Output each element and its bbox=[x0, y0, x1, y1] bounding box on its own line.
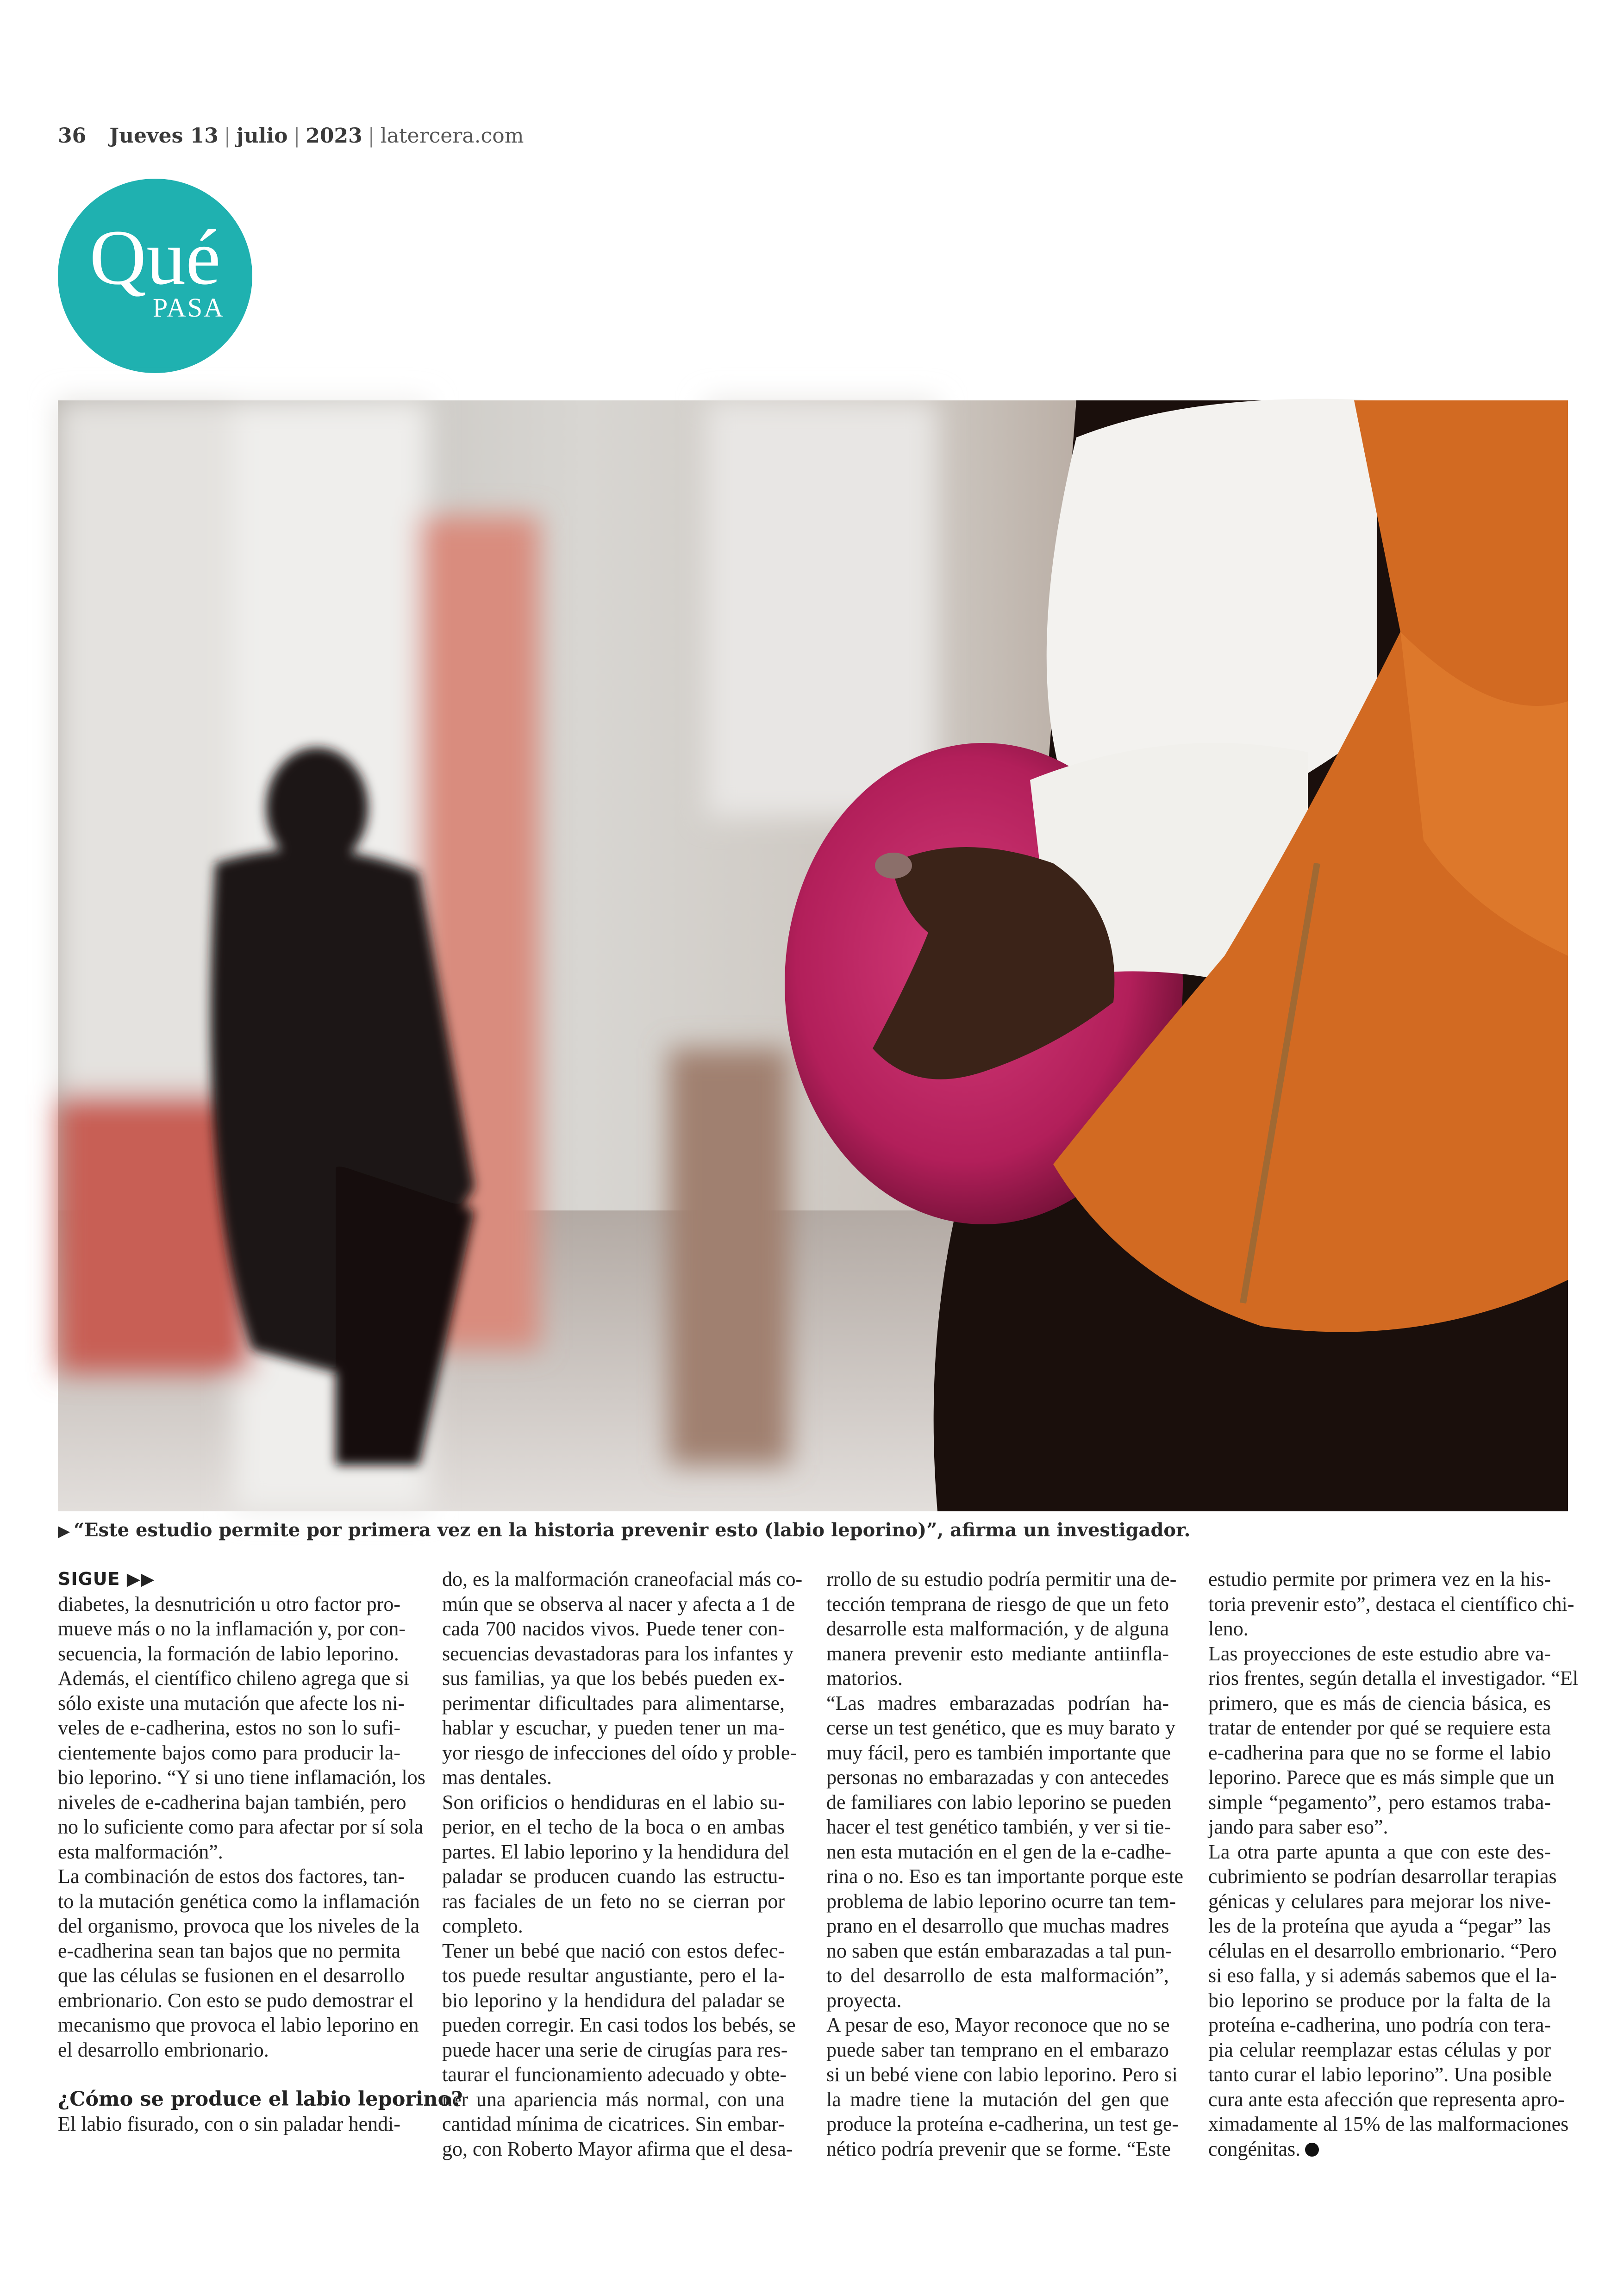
text-line: “Las madres embarazadas podrían ha- bbox=[826, 1691, 1169, 1715]
text-line: bio leporino. “Y si uno tiene inflamación, los bbox=[58, 1766, 425, 1789]
text-line: cada 700 nacidos vivos. Puede tener con- bbox=[442, 1617, 785, 1640]
caption-text: “Este estudio permite por primera vez en la historia prevenir esto (labio leporino)”, afirma un investigador. bbox=[74, 1519, 1191, 1541]
text-line: yor riesgo de infecciones del oído y proble- bbox=[442, 1741, 797, 1764]
text-line: tección temprana de riesgo de que un feto bbox=[826, 1592, 1169, 1615]
text-line: manera prevenir esto mediante antiinfla- bbox=[826, 1642, 1169, 1665]
text-line: simple “pegamento”, pero estamos traba- bbox=[1208, 1790, 1551, 1814]
text-line: cerse un test genético, que es muy barato y bbox=[826, 1716, 1175, 1739]
text-line: ras faciales de un feto no se cierran por bbox=[442, 1890, 785, 1913]
text-line: puede saber tan temprano en el embarazo bbox=[826, 2038, 1169, 2061]
text-line: Las proyecciones de este estudio abre va- bbox=[1208, 1642, 1551, 1665]
text-line: esta malformación”. bbox=[58, 1840, 223, 1863]
text-line: si eso falla, y si además sabemos que el la- bbox=[1208, 1964, 1557, 1987]
text-line: matorios. bbox=[826, 1667, 903, 1690]
text-line: diabetes, la desnutrición u otro factor pro- bbox=[58, 1592, 400, 1615]
text-line: tanto curar el labio leporino”. Una posible bbox=[1208, 2063, 1552, 2086]
text-line: A pesar de eso, Mayor reconoce que no se bbox=[826, 2014, 1170, 2036]
article-column-4 bbox=[1208, 1567, 1579, 2161]
folio-separator: | bbox=[368, 124, 375, 148]
text-line: cubrimiento se podrían desarrollar terapias bbox=[1208, 1865, 1557, 1888]
text-line: e-cadherina sean tan bajos que no permita bbox=[58, 1939, 400, 1962]
text-line: jando para saber eso”. bbox=[1208, 1815, 1388, 1838]
text-line: desarrolle esta malformación, y de alguna bbox=[826, 1617, 1169, 1640]
text-line: estudio permite por primera vez en la his- bbox=[1208, 1568, 1551, 1590]
text-line: rina o no. Eso es tan importante porque este bbox=[826, 1865, 1184, 1888]
text-line: génicas y celulares para mejorar los nive- bbox=[1208, 1890, 1551, 1913]
page-number: 36 bbox=[58, 124, 87, 148]
text-line: cientemente bajos como para producir la- bbox=[58, 1741, 400, 1764]
text-line: sus familias, ya que los bebés pueden ex- bbox=[442, 1667, 785, 1690]
text-line: nético podría prevenir que se forme. “Este bbox=[826, 2137, 1171, 2160]
text-line: si un bebé viene con labio leporino. Pero si bbox=[826, 2063, 1178, 2086]
subheading: ¿Cómo se produce el labio leporino? bbox=[58, 2087, 463, 2111]
text-line: congénitas. bbox=[1208, 2137, 1301, 2160]
text-line: cura ante esta afección que representa apro- bbox=[1208, 2088, 1565, 2111]
text-line: taurar el funcionamiento adecuado y obte- bbox=[442, 2063, 787, 2086]
text-line: la madre tiene la mutación del gen que bbox=[826, 2088, 1169, 2111]
text-line: rios frentes, según detalla el investigador. “El bbox=[1208, 1667, 1579, 1690]
text-line: go, con Roberto Mayor afirma que el desa- bbox=[442, 2137, 793, 2160]
text-line: cantidad mínima de cicatrices. Sin embar- bbox=[442, 2113, 785, 2135]
text-line: paladar se producen cuando las estructu- bbox=[442, 1865, 785, 1888]
text-line: to la mutación genética como la inflamación bbox=[58, 1890, 420, 1913]
end-mark-icon bbox=[1305, 2143, 1319, 2157]
text-line: les de la proteína que ayuda a “pegar” las bbox=[1208, 1915, 1551, 1937]
text-line: no saben que están embarazadas a tal pun- bbox=[826, 1939, 1172, 1962]
page-folio bbox=[58, 124, 524, 148]
text-line: hablar y escuchar, y pueden tener un ma- bbox=[442, 1716, 785, 1739]
caption-arrow-icon: ▶ bbox=[58, 1522, 70, 1540]
folio-separator: | bbox=[293, 124, 300, 148]
column-3-text bbox=[826, 1567, 1184, 2161]
text-line: to del desarrollo de esta malformación”, bbox=[826, 1964, 1169, 1987]
photo-illustration bbox=[58, 400, 1568, 1511]
folio-day: Jueves 13 bbox=[109, 124, 219, 148]
text-line: perior, en el techo de la boca o en ambas bbox=[442, 1815, 785, 1838]
text-line: muy fácil, pero es también importante que bbox=[826, 1741, 1171, 1764]
text-line: proteína e-cadherina, uno podría con tera- bbox=[1208, 2014, 1551, 2036]
text-line: primero, que es más de ciencia básica, es bbox=[1208, 1691, 1551, 1715]
logo-word-pasa: PASA bbox=[153, 293, 225, 323]
column-2-text bbox=[442, 1567, 803, 2161]
text-line: que las células se fusionen en el desarrollo bbox=[58, 1964, 405, 1987]
article-column-2 bbox=[442, 1567, 803, 2161]
text-line: proyecta. bbox=[826, 1989, 902, 2012]
text-line: de familiares con labio leporino se pueden bbox=[826, 1790, 1172, 1814]
text-line: bio leporino y la hendidura del paladar se bbox=[442, 1989, 785, 2012]
folio-year: 2023 bbox=[306, 124, 362, 148]
text-line: produce la proteína e-cadherina, un test ge- bbox=[826, 2113, 1179, 2135]
text-line: La combinación de estos dos factores, tan- bbox=[58, 1865, 405, 1888]
photo-pregnant-woman bbox=[58, 400, 1568, 1511]
text-line: leno. bbox=[1208, 1617, 1249, 1640]
column-1-text bbox=[58, 1592, 425, 2063]
article-column-1 bbox=[58, 1567, 463, 2137]
text-line: el desarrollo embrionario. bbox=[58, 2038, 269, 2061]
text-line: pueden corregir. En casi todos los bebés, se bbox=[442, 2014, 796, 2036]
text-line: rrollo de su estudio podría permitir una de- bbox=[826, 1568, 1177, 1590]
photo-caption bbox=[58, 1519, 1568, 1541]
text-line: bio leporino se produce por la falta de la bbox=[1208, 1989, 1551, 2012]
sigue-label: SIGUE ▶▶ bbox=[58, 1569, 155, 1589]
folio-month: julio bbox=[236, 124, 288, 148]
column-1-last-line: El labio fisurado, con o sin paladar hendi- bbox=[58, 2113, 400, 2135]
text-line: células en el desarrollo embrionario. “Pero bbox=[1208, 1939, 1557, 1962]
text-line: secuencias devastadoras para los infantes y bbox=[442, 1642, 793, 1665]
text-line: completo. bbox=[442, 1915, 523, 1937]
que-pasa-logo bbox=[58, 179, 252, 373]
folio-site: latercera.com bbox=[380, 124, 524, 148]
paragraph-gap bbox=[58, 2062, 400, 2087]
text-line: ximadamente al 15% de las malformaciones bbox=[1208, 2113, 1569, 2135]
text-line: Son orificios o hendiduras en el labio su- bbox=[442, 1790, 785, 1814]
text-line: Además, el científico chileno agrega que si bbox=[58, 1667, 409, 1690]
text-line: embrionario. Con esto se pudo demostrar el bbox=[58, 1989, 414, 2012]
text-line: toria prevenir esto”, destaca el científico chi- bbox=[1208, 1592, 1574, 1615]
text-line: mueve más o no la inflamación y, por con- bbox=[58, 1617, 406, 1640]
text-line: hacer el test genético también, y ver si tie- bbox=[826, 1815, 1171, 1838]
text-line: puede hacer una serie de cirugías para res- bbox=[442, 2038, 788, 2061]
text-line: tratar de entender por qué se requiere esta bbox=[1208, 1716, 1551, 1739]
text-line: mún que se observa al nacer y afecta a 1 de bbox=[442, 1592, 795, 1615]
text-line: personas no embarazadas y con antecedes bbox=[826, 1766, 1169, 1789]
text-line: pia celular reemplazar estas células y por bbox=[1208, 2038, 1551, 2061]
text-line: perimentar dificultades para alimentarse, bbox=[442, 1691, 785, 1715]
text-line: prano en el desarrollo que muchas madres bbox=[826, 1915, 1169, 1937]
text-line: problema de labio leporino ocurre tan tem- bbox=[826, 1890, 1176, 1913]
text-line: La otra parte apunta a que con este des- bbox=[1208, 1840, 1551, 1863]
article-column-3 bbox=[826, 1567, 1184, 2161]
text-line: tos puede resultar angustiante, pero el la- bbox=[442, 1964, 785, 1987]
text-line: veles de e-cadherina, estos no son lo sufi- bbox=[58, 1716, 400, 1739]
text-line: ner una apariencia más normal, con una bbox=[442, 2088, 785, 2111]
text-line: mas dentales. bbox=[442, 1766, 552, 1789]
text-line: no lo suficiente como para afectar por sí sola bbox=[58, 1815, 424, 1838]
text-line: do, es la malformación craneofacial más co- bbox=[442, 1568, 803, 1590]
text-line: secuencia, la formación de labio leporino. bbox=[58, 1642, 399, 1665]
text-line: nen esta mutación en el gen de la e-cadhe- bbox=[826, 1840, 1172, 1863]
text-line: del organismo, provoca que los niveles de la bbox=[58, 1915, 420, 1937]
folio-separator: | bbox=[224, 124, 231, 148]
logo-word-que: Qué bbox=[89, 214, 221, 301]
text-line: mecanismo que provoca el labio leporino en bbox=[58, 2014, 419, 2036]
text-line: Tener un bebé que nació con estos defec- bbox=[442, 1939, 785, 1962]
text-line: sólo existe una mutación que afecte los ni- bbox=[58, 1691, 405, 1715]
text-line: niveles de e-cadherina bajan también, pero bbox=[58, 1790, 406, 1814]
text-line: leporino. Parece que es más simple que un bbox=[1208, 1766, 1555, 1789]
text-line: partes. El labio leporino y la hendidura del bbox=[442, 1840, 790, 1863]
column-4-text bbox=[1208, 1567, 1579, 2161]
text-line: e-cadherina para que no se forme el labio bbox=[1208, 1741, 1551, 1764]
